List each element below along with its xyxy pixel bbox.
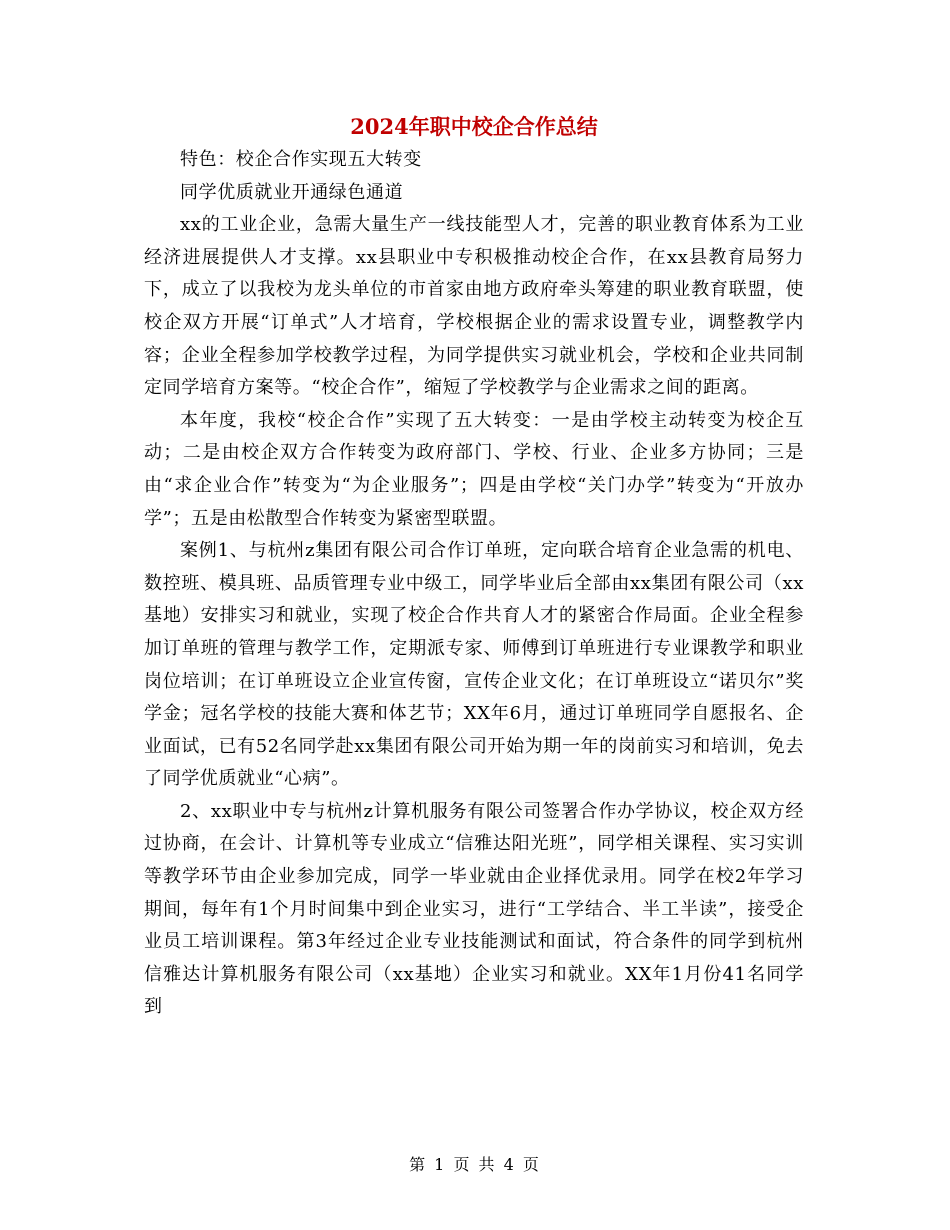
subtitle-line-1: 特色：校企合作实现五大转变 <box>180 149 422 170</box>
body-paragraph: xx的工业企业，急需大量生产一线技能型人才，完善的职业教育体系为工业经济进展提供人才支撑。xx县职业中专积极推动校企合作，在xx县教育局努力下，成立了以我校为龙头单位的市首家由地方政府牵头筹建的职业教育联盟，使校企双方开展“订单式”人才培育，学校根据企业的需求设置专业，调整教学内容；企业全程参加学校教学过程，为同学提供实习就业机会，学校和企业共同制定同学培育方案等。“校企合作”，缩短了学校教学与企业需求之间的距离。 <box>144 214 804 399</box>
subtitle-line-2: 同学优质就业开通绿色通道 <box>180 181 404 203</box>
document-title: 2024年职中校企合作总结 <box>350 114 598 139</box>
document-page <box>144 110 804 1024</box>
body-paragraph: 2、xx职业中专与杭州z计算机服务有限公司签署合作办学协议，校企双方经过协商，在会计、计算机等专业成立“信雅达阳光班”，同学相关课程、实习实训等教学环节由企业参加完成，同学一毕业就由企业择优录用。同学在校2年学习期间，每年有1个月时间集中到企业实习，进行“工学结合、半工半读”，接受企业员工培训课程。第3年经过企业专业技能测试和面试，符合条件的同学到杭州信雅达计算机服务有限公司（xx基地）企业实习和就业。XX年1月份41名同学到 <box>144 800 804 1018</box>
body-paragraph: 案例1、与杭州z集团有限公司合作订单班，定向联合培育企业急需的机电、数控班、模具班、品质管理专业中级工，同学毕业后全部由xx集团有限公司（xx基地）安排实习和就业，实现了校企合作共育人才的紧密合作局面。企业全程参加订单班的管理与教学工作，定期派专家、师傅到订单班进行专业课教学和职业岗位培训；在订单班设立企业宣传窗，宣传企业文化；在订单班设立“诺贝尔”奖学金；冠名学校的技能大赛和体艺节；XX年6月，通过订单班同学自愿报名、企业面试，已有52名同学赴xx集团有限公司开始为期一年的岗前实习和培训，免去了同学优质就业“心病”。 <box>144 540 804 790</box>
body-paragraph: 本年度，我校“校企合作”实现了五大转变：一是由学校主动转变为校企互动；二是由校企双方合作转变为政府部门、学校、行业、企业多方协同；三是由“求企业合作”转变为“为企业服务”；四是由学校“关门办学”转变为“开放办学”；五是由松散型合作转变为紧密型联盟。 <box>144 409 804 529</box>
page-footer: 第 1 页 共 4 页 <box>409 1155 541 1174</box>
